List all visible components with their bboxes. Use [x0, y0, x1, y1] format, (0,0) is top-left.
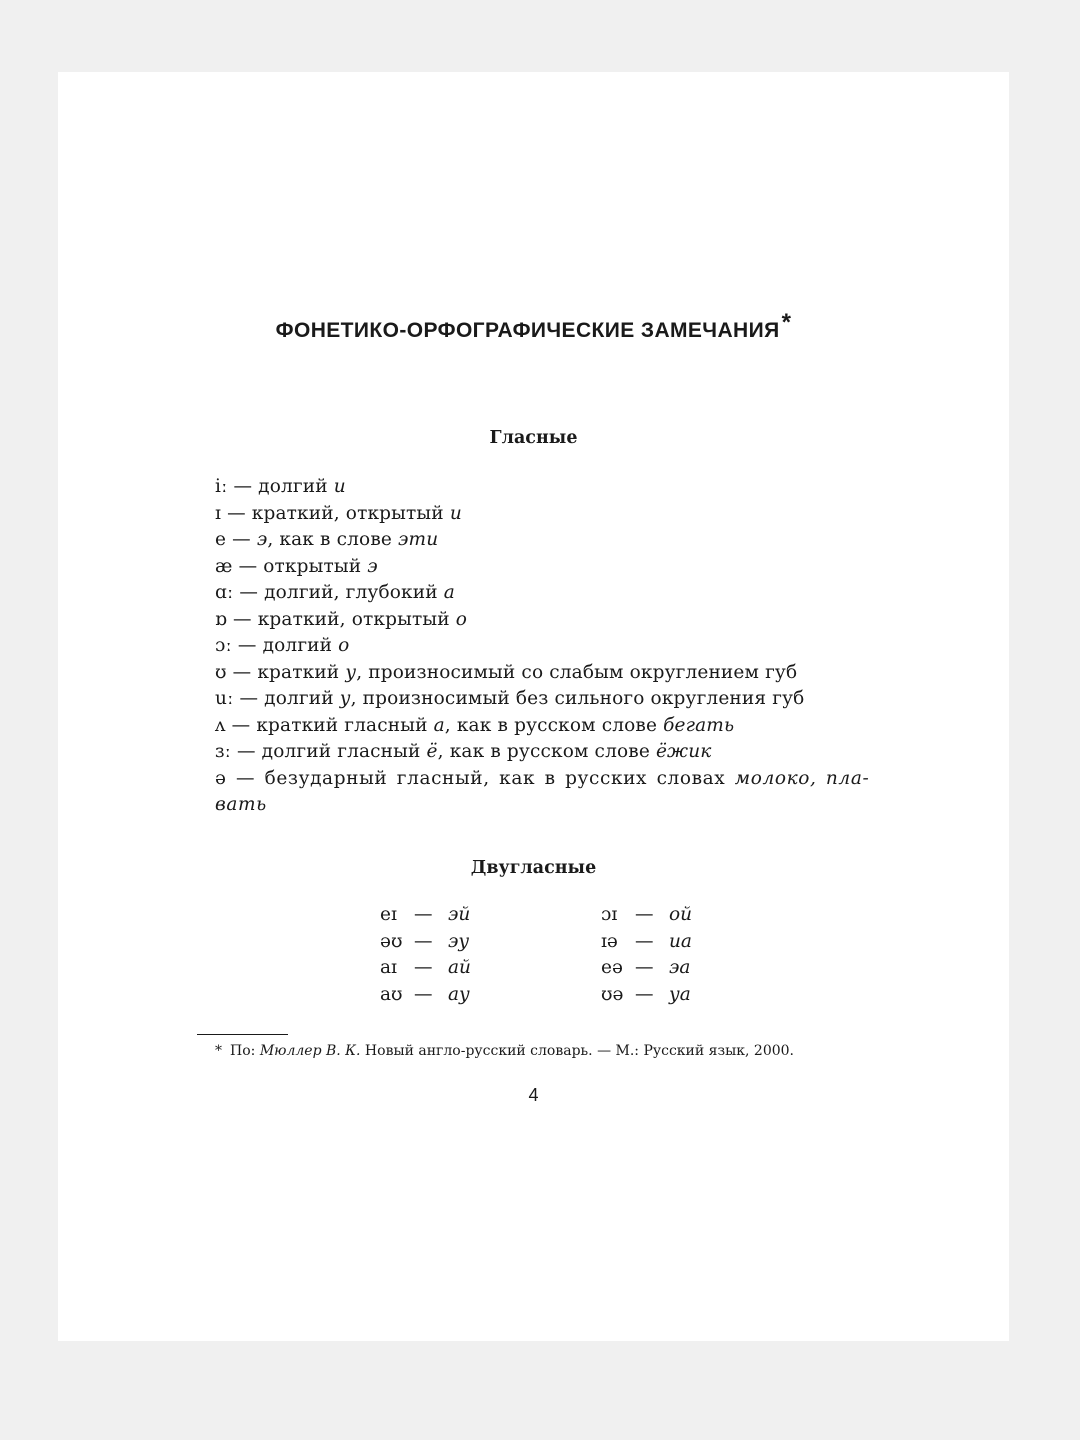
diphthong-russian: уа	[669, 983, 691, 1005]
footnote-prefix: По:	[230, 1043, 260, 1059]
diphthong-symbol: eɪ	[380, 904, 397, 925]
vowels-list	[215, 474, 875, 819]
vowel-example: у	[339, 688, 351, 709]
diphthong-russian: эу	[448, 930, 470, 952]
diphthong-russian: ау	[448, 983, 470, 1005]
page-sheet	[58, 72, 1009, 1341]
vowel-item	[215, 660, 875, 687]
vowel-example: а	[433, 714, 445, 736]
diphthong-dash: —	[635, 983, 654, 1005]
footnote	[215, 1043, 794, 1059]
vowel-item	[215, 607, 875, 634]
vowel-item	[215, 739, 875, 766]
diphthongs-left-column	[380, 902, 471, 1008]
page-number: 4	[528, 1085, 539, 1105]
diphthongs-heading: Двугласные	[470, 858, 597, 878]
vowel-example: э	[256, 529, 268, 550]
vowel-item	[215, 580, 875, 607]
vowel-example-word: молоко, пла-вать	[215, 767, 870, 815]
vowel-example-word: ёжик	[655, 741, 712, 762]
diphthong-dash: —	[635, 930, 654, 952]
diphthong-russian: эй	[448, 904, 471, 925]
diphthong-symbol: eə	[601, 957, 623, 978]
vowel-item	[215, 713, 875, 740]
vowel-example-word: эти	[398, 529, 439, 550]
diphthong-russian: ай	[448, 957, 471, 978]
diphthong-russian: ой	[669, 904, 693, 925]
diphthong-dash: —	[635, 904, 654, 925]
vowel-item	[215, 686, 875, 713]
page-title	[58, 309, 1009, 343]
vowel-desc: ʊ — краткий	[215, 661, 346, 683]
diphthong-row	[380, 982, 471, 1009]
diphthong-row	[380, 902, 471, 929]
diphthong-row	[380, 929, 471, 956]
diphthong-row	[601, 955, 692, 982]
diphthong-row	[601, 929, 692, 956]
diphthong-dash: —	[414, 957, 433, 978]
footnote-source: Новый англо-русский словарь. — М.: Русский язык, 2000.	[360, 1043, 795, 1059]
diphthong-symbol: ʊə	[601, 983, 624, 1005]
vowel-desc: ɪ — краткий, открытый	[215, 502, 450, 524]
diphthong-symbol: ɔɪ	[601, 904, 618, 925]
vowel-example: у	[345, 661, 357, 683]
diphthong-dash: —	[414, 904, 433, 925]
vowel-desc: ɑː — долгий, глубокий	[215, 582, 444, 603]
vowels-heading: Гласные	[489, 428, 578, 448]
diphthong-row	[380, 955, 471, 982]
footnote-author: Мюллер В. К.	[259, 1043, 361, 1059]
diphthong-symbol: aʊ	[380, 983, 403, 1005]
diphthong-symbol: aɪ	[380, 957, 397, 978]
vowel-desc-cont: , как в русском слове	[444, 714, 664, 736]
vowel-example: э	[367, 555, 378, 577]
vowel-example: о	[455, 608, 468, 630]
vowel-desc: iː — долгий	[215, 476, 334, 497]
vowel-desc: ə — безударный гласный, как в русских словах	[215, 767, 735, 789]
vowel-desc-cont: , как в русском слове	[437, 741, 656, 762]
diphthong-row	[601, 982, 692, 1009]
vowel-desc: ɔː — долгий	[215, 635, 339, 656]
vowel-desc: ʌ — краткий гласный	[215, 714, 434, 736]
title-footnote-mark: *	[781, 309, 792, 336]
diphthong-russian: эа	[669, 957, 691, 978]
footnote-mark: *	[215, 1043, 222, 1059]
diphthong-row	[601, 902, 692, 929]
diphthong-dash: —	[414, 930, 433, 952]
diphthong-dash: —	[414, 983, 433, 1005]
vowel-desc: æ — открытый	[215, 555, 368, 577]
vowel-item	[215, 527, 875, 554]
diphthong-russian: иа	[669, 930, 692, 952]
vowel-desc: e —	[215, 529, 257, 550]
diphthong-dash: —	[635, 957, 654, 978]
diphthong-symbol: əʊ	[380, 930, 403, 952]
footnote-divider	[197, 1034, 288, 1035]
vowel-example-word: бегать	[663, 714, 735, 736]
vowel-desc: ɒ — краткий, открытый	[215, 608, 456, 630]
vowel-example: и	[333, 476, 346, 497]
vowel-example: ё	[426, 741, 438, 762]
diphthong-symbol: ɪə	[601, 930, 618, 952]
title-text: ФОНЕТИКО-ОРФОГРАФИЧЕСКИЕ ЗАМЕЧАНИЯ	[275, 319, 780, 342]
vowel-desc-cont: , произносимый без сильного округления губ	[350, 688, 805, 709]
vowel-item	[215, 554, 875, 581]
diphthongs-right-column	[601, 902, 692, 1008]
vowel-item	[215, 501, 875, 528]
vowel-item	[215, 474, 875, 501]
vowel-desc-cont: , как в слове	[267, 529, 399, 550]
vowel-desc: uː — долгий	[215, 688, 340, 709]
vowel-desc: ɜː — долгий гласный	[215, 741, 427, 762]
vowel-item	[215, 633, 875, 660]
vowel-example: о	[338, 635, 350, 656]
vowel-item	[199, 766, 875, 819]
vowel-example: и	[449, 502, 462, 524]
vowel-example: а	[443, 582, 455, 603]
vowel-desc-cont: , произносимый со слабым округлением губ	[356, 661, 798, 683]
